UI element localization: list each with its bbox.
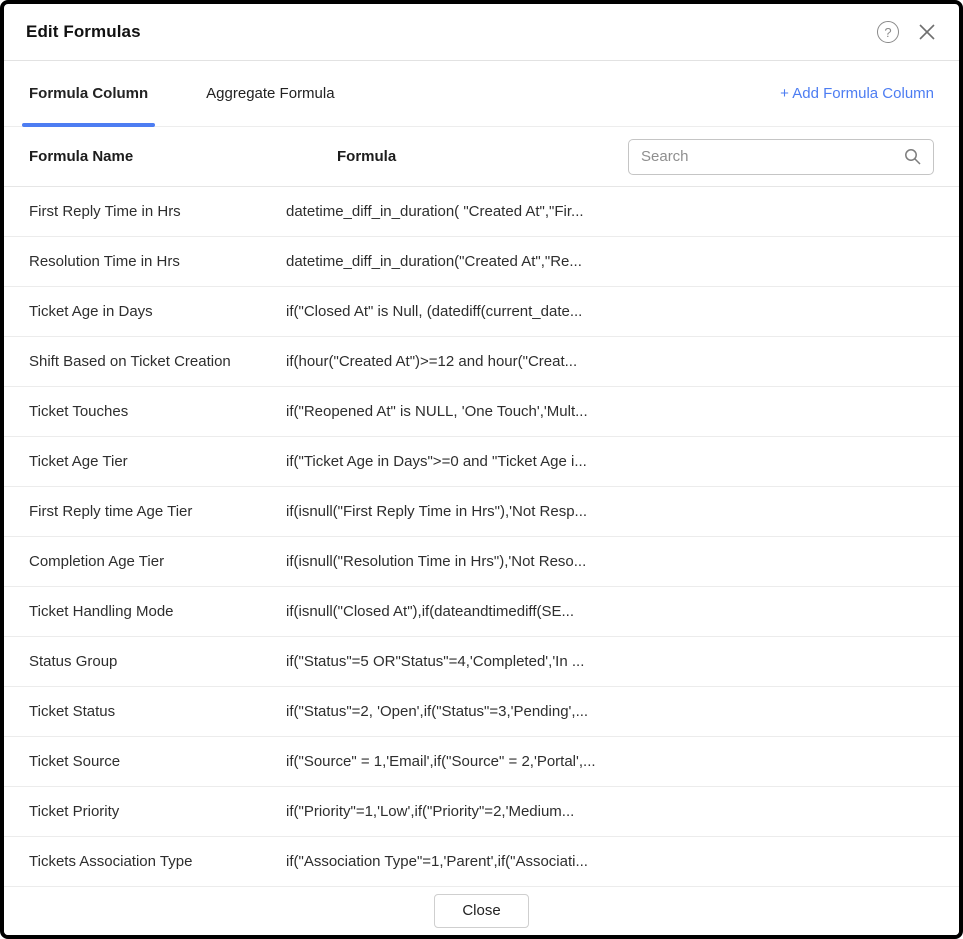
- table-row[interactable]: [4, 787, 959, 837]
- formula-name-cell: Ticket Priority: [29, 803, 120, 820]
- column-header-formula-name: Formula Name: [29, 147, 134, 165]
- formula-expression-cell: if("Status"=5 OR"Status"=4,'Completed','In ...: [286, 653, 585, 670]
- formula-expression-cell: if(isnull("First Reply Time in Hrs"),'Not Resp...: [286, 503, 588, 520]
- formula-expression-cell: if("Priority"=1,'Low',if("Priority"=2,'Medium...: [286, 803, 575, 820]
- table-header-row: [4, 127, 959, 187]
- table-row[interactable]: [4, 187, 959, 237]
- table-row[interactable]: [4, 437, 959, 487]
- dialog-footer: [4, 887, 959, 935]
- table-row[interactable]: [4, 237, 959, 287]
- formula-expression-cell: if(isnull("Resolution Time in Hrs"),'Not Reso...: [286, 553, 587, 570]
- formula-expression-cell: if("Closed At" is Null, (datediff(current_date...: [286, 303, 583, 320]
- close-button[interactable]: Close: [434, 894, 528, 928]
- formula-name-cell: Status Group: [29, 653, 118, 670]
- dialog-header: [4, 4, 959, 61]
- formula-name-cell: Resolution Time in Hrs: [29, 253, 180, 270]
- table-row[interactable]: [4, 837, 959, 887]
- formula-expression-cell: if(hour("Created At")>=12 and hour("Creat...: [286, 353, 578, 370]
- search-box[interactable]: [628, 139, 934, 175]
- tab-aggregate-formula[interactable]: Aggregate Formula: [206, 85, 335, 102]
- formula-name-cell: Ticket Handling Mode: [29, 603, 174, 620]
- formula-expression-cell: if("Status"=2, 'Open',if("Status"=3,'Pending',...: [286, 703, 589, 720]
- tab-formula-column[interactable]: Formula Column: [22, 61, 155, 126]
- search-input[interactable]: [641, 148, 904, 165]
- formula-name-cell: Tickets Association Type: [29, 853, 193, 870]
- formula-name-cell: Ticket Age in Days: [29, 303, 153, 320]
- header-actions: [877, 21, 937, 43]
- table-row[interactable]: [4, 637, 959, 687]
- formula-expression-cell: if("Source" = 1,'Email',if("Source" = 2,'Portal',...: [286, 753, 596, 770]
- table-row[interactable]: [4, 587, 959, 637]
- tabs-bar: [4, 61, 959, 127]
- close-icon[interactable]: [917, 22, 937, 42]
- formula-name-cell: Ticket Status: [29, 703, 116, 720]
- formula-expression-cell: if("Ticket Age in Days">=0 and "Ticket Age i...: [286, 453, 587, 470]
- table-row[interactable]: [4, 737, 959, 787]
- table-row[interactable]: [4, 287, 959, 337]
- formula-name-cell: Completion Age Tier: [29, 553, 165, 570]
- formula-name-cell: First Reply Time in Hrs: [29, 203, 181, 220]
- help-icon[interactable]: ?: [877, 21, 899, 43]
- formula-expression-cell: datetime_diff_in_duration("Created At","Re...: [286, 253, 582, 270]
- formula-name-cell: Shift Based on Ticket Creation: [29, 353, 231, 370]
- formula-list: [4, 187, 959, 887]
- formula-name-cell: Ticket Source: [29, 753, 121, 770]
- table-row[interactable]: [4, 387, 959, 437]
- add-formula-column-link[interactable]: + Add Formula Column: [780, 85, 934, 102]
- dialog-title: Edit Formulas: [26, 22, 141, 41]
- formula-name-cell: Ticket Age Tier: [29, 453, 128, 470]
- search-icon: [904, 148, 921, 165]
- formula-expression-cell: if("Reopened At" is NULL, 'One Touch','Mult...: [286, 403, 588, 420]
- formula-name-cell: Ticket Touches: [29, 403, 129, 420]
- table-row[interactable]: [4, 537, 959, 587]
- formula-name-cell: First Reply time Age Tier: [29, 503, 193, 520]
- table-row[interactable]: [4, 687, 959, 737]
- table-row[interactable]: [4, 337, 959, 387]
- formula-expression-cell: if(isnull("Closed At"),if(dateandtimediff(SE...: [286, 603, 574, 620]
- column-header-formula: Formula: [337, 147, 397, 165]
- table-row[interactable]: [4, 487, 959, 537]
- formula-expression-cell: datetime_diff_in_duration( "Created At","Fir...: [286, 203, 584, 220]
- formula-expression-cell: if("Association Type"=1,'Parent',if("Associati...: [286, 853, 588, 870]
